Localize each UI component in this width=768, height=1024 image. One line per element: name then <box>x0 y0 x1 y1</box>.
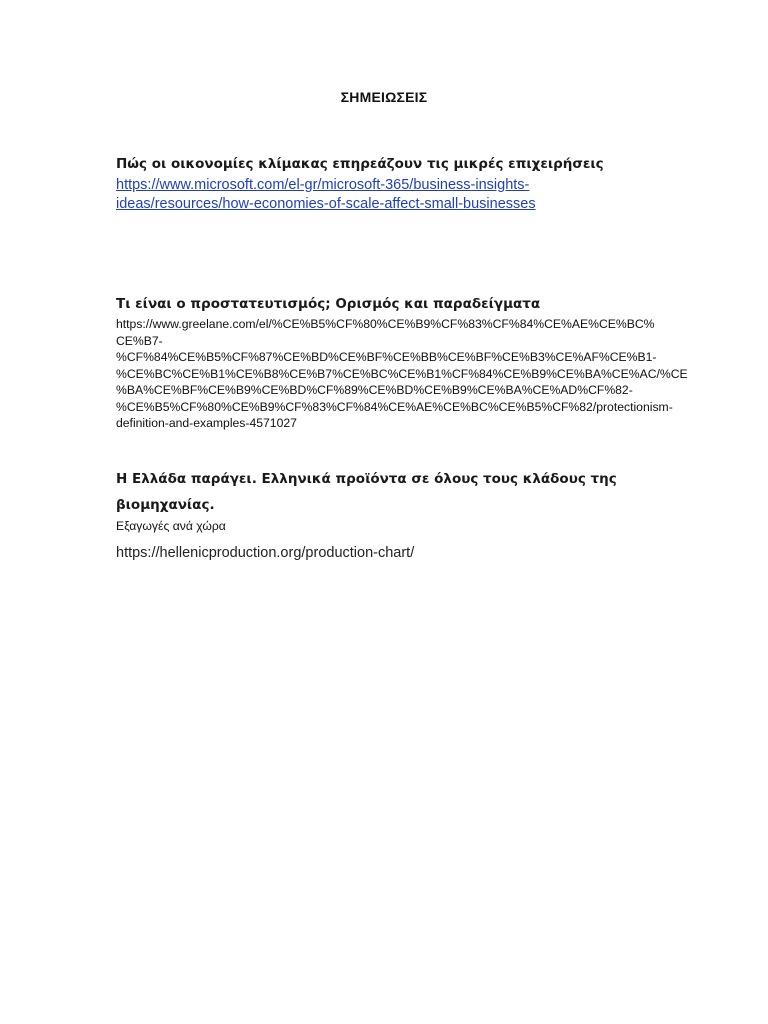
article-link-line[interactable]: https://www.microsoft.com/el-gr/microsoft-365/business-insights- <box>116 177 530 193</box>
article-link[interactable] <box>116 176 666 214</box>
url-line: %CF%84%CE%B5%CF%87%CE%BD%CE%BF%CE%BB%CE%BF%CE%B3%CE%AF%CE%B1- <box>116 350 657 364</box>
url-line: CE%B7- <box>116 333 163 348</box>
page-title: ΣΗΜΕΙΩΣΕΙΣ <box>340 89 428 105</box>
url-line: definition-and-examples-4571027 <box>116 416 297 430</box>
heading-line: βιομηχανίας. <box>116 497 215 513</box>
url-line: %BA%CE%BF%CE%B9%CE%BD%CF%89%CE%BD%CE%B9%CE%BA%CE%AD%CF%82- <box>116 383 633 397</box>
article-link-line[interactable]: ideas/resources/how-economies-of-scale-affect-small-businesses <box>116 196 536 212</box>
section-heading: Πώς οι οικονομίες κλίμακας επηρεάζουν τις μικρές επιχειρήσεις <box>116 156 604 172</box>
production-chart-url: https://hellenicproduction.org/production-chart/ <box>116 545 415 561</box>
heading-line: Η Ελλάδα παράγει. Ελληνικά προϊόντα σε όλους τους κλάδους της <box>116 471 617 487</box>
section-economies-of-scale <box>116 155 666 214</box>
exports-subtext: Εξαγωγές ανά χώρα <box>116 519 226 533</box>
section-heading <box>116 466 666 518</box>
url-line: %CE%BC%CE%B1%CE%B8%CE%B7%CE%BC%CE%B1%CF%84%CE%B9%CE%BA%CE%AC/%CE <box>116 366 688 381</box>
section-protectionism <box>116 295 688 432</box>
protectionism-url <box>116 316 688 432</box>
section-greece-produces <box>116 466 666 563</box>
section-heading: Τι είναι ο προστατευτισμός; Ορισμός και παραδείγματα <box>116 296 541 312</box>
url-line: https://www.greelane.com/el/%CE%B5%CF%80%CE%B9%CF%83%CF%84%CE%AE%CE%BC% <box>116 317 655 331</box>
url-line: %CE%B5%CF%80%CE%B9%CF%83%CF%84%CE%AE%CE%BC%CE%B5%CF%82/protectionism- <box>116 399 673 414</box>
